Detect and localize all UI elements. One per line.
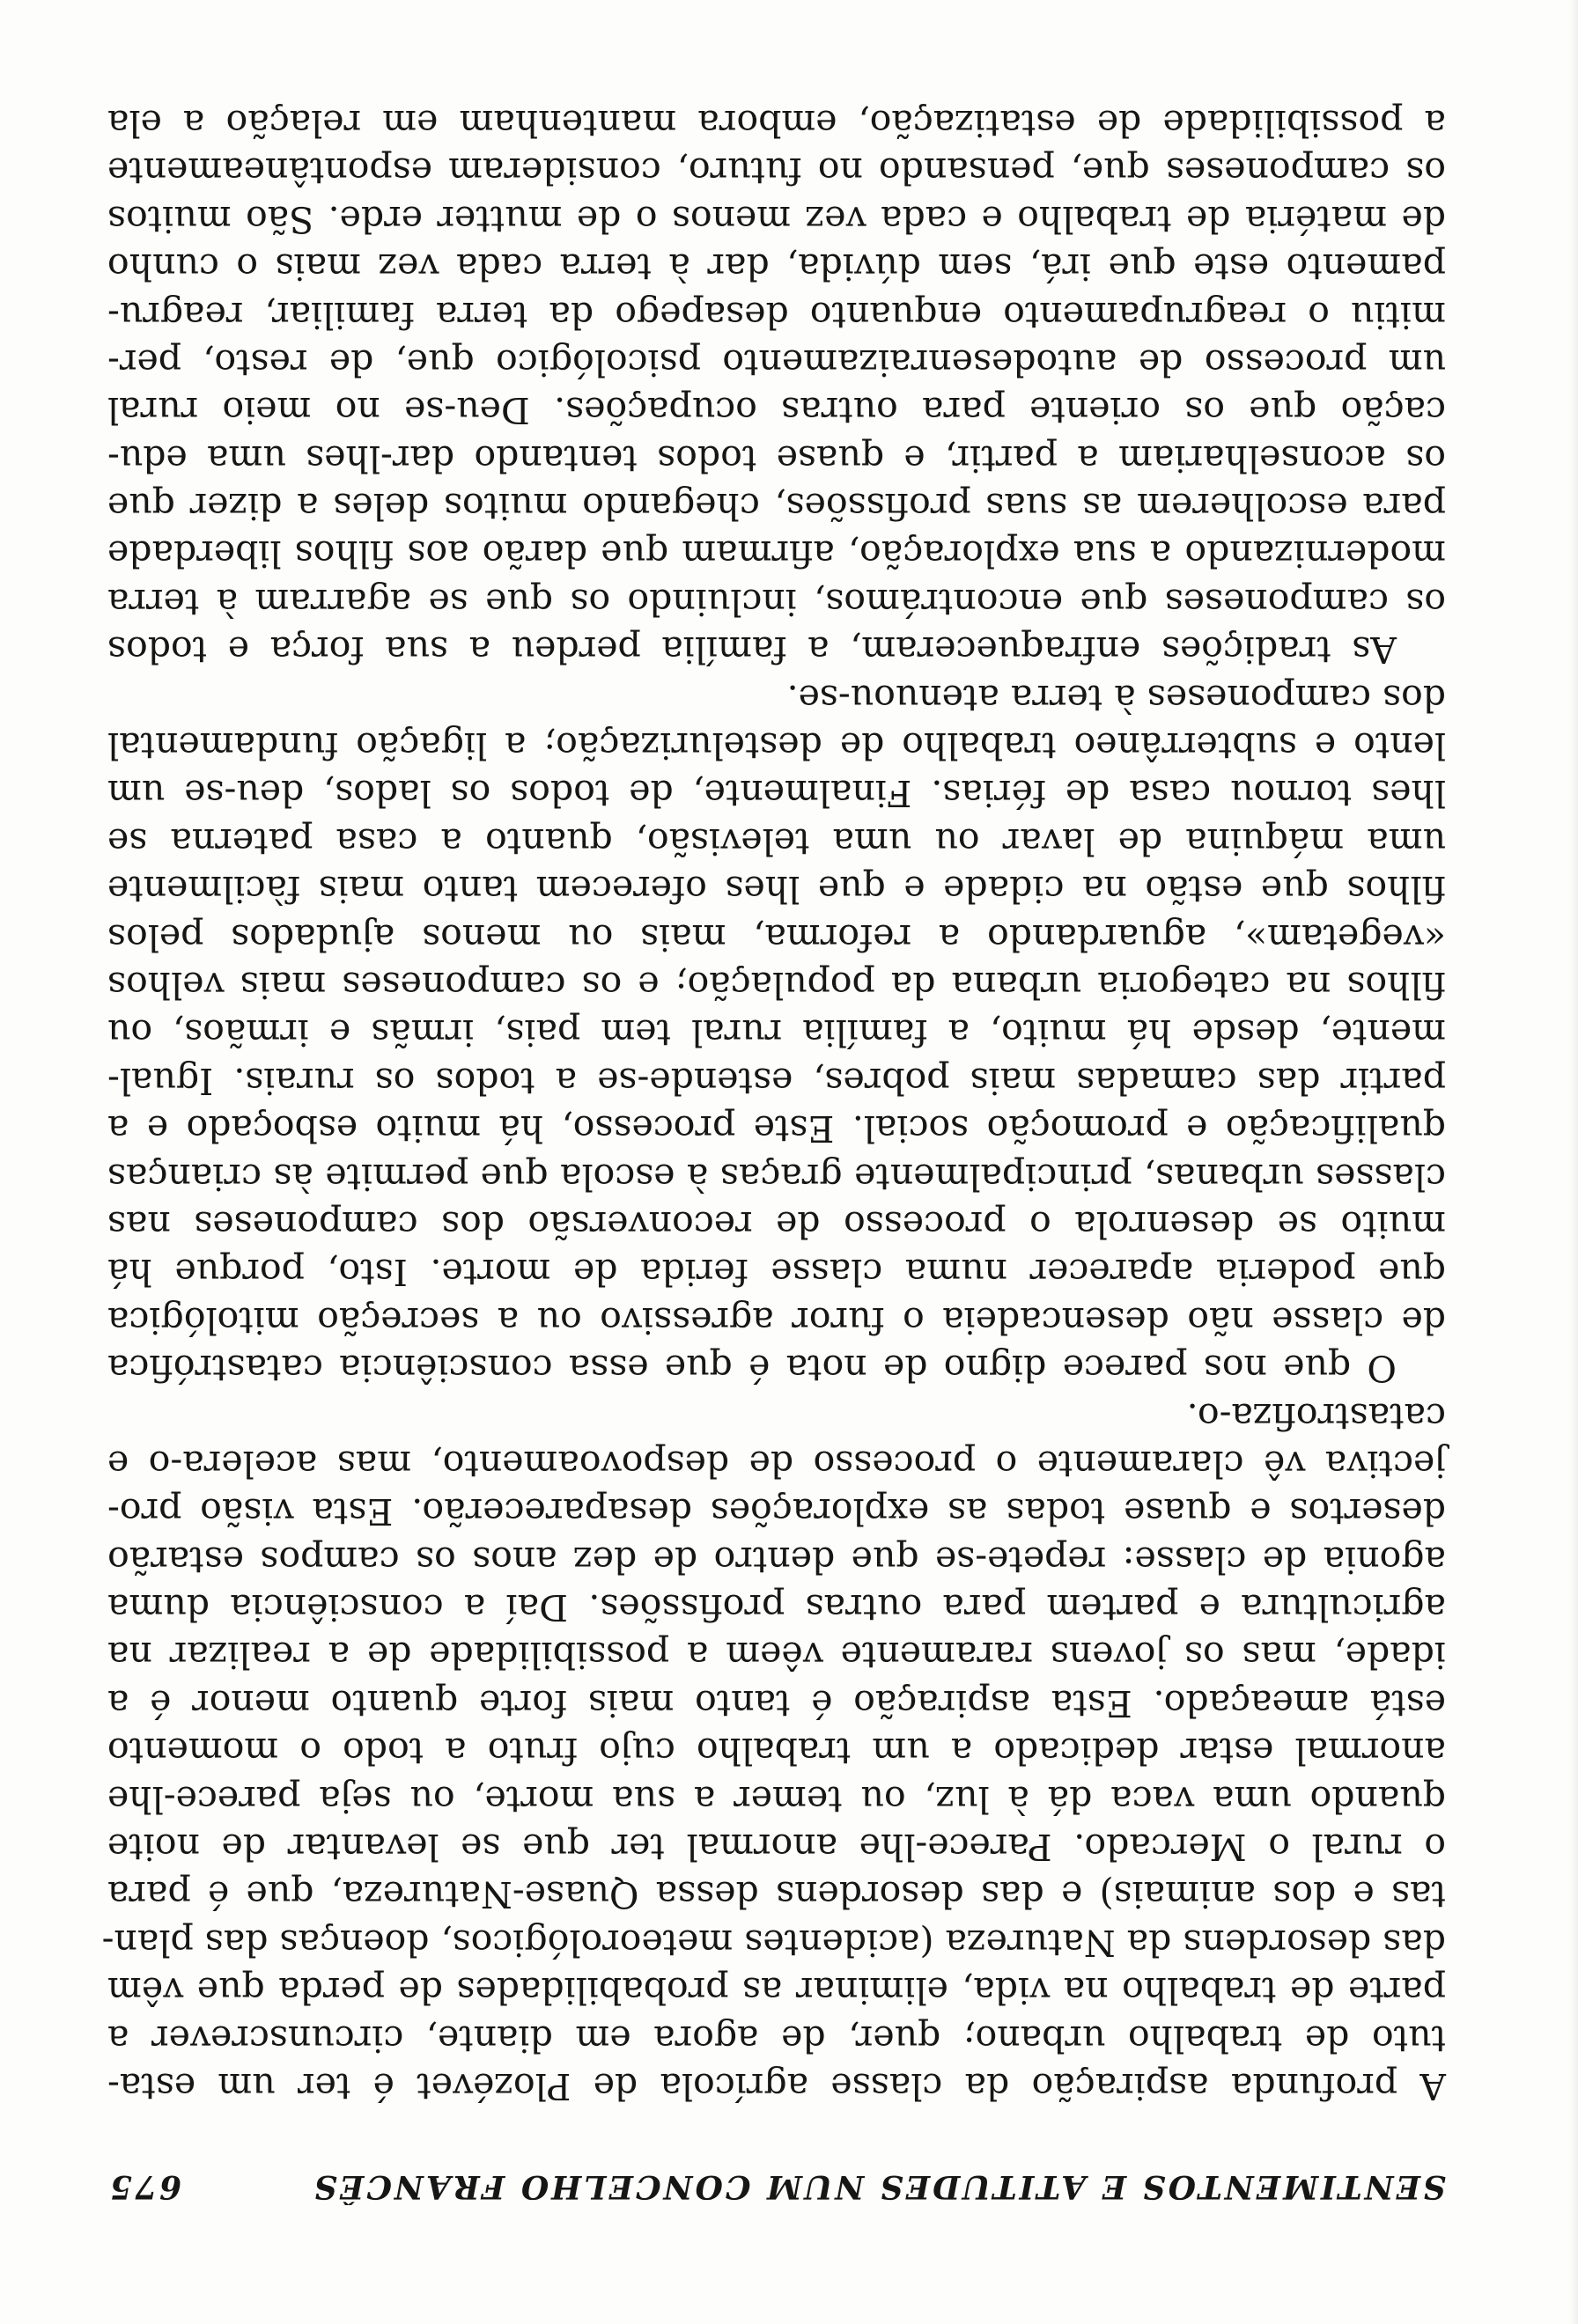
text-line: agricultura e partem para outras profissões. Daí a consciência duma <box>107 1586 1446 1629</box>
text-line: os camponeses que encontrámos, incluindo os que se agarram à terra <box>107 580 1446 623</box>
text-line: cação que os oriente para outras ocupações. Deu-se no meio rural <box>107 389 1446 432</box>
text-line: mente, desde há muito, a família rural tem pais, irmãs e irmãos, ou <box>107 1011 1446 1055</box>
paragraph-1 <box>101 1392 1446 2110</box>
text-line: os camponeses que, pensando no futuro, consideram espontâneamente <box>107 150 1446 193</box>
text-line: classes urbanas, principalmente graças à escola que permite às crianças <box>107 1155 1446 1198</box>
text-line: para escolherem as suas profissões, chegando muitos deles a dizer que <box>107 485 1446 528</box>
text-line: parte de trabalho na vida, eliminar as probabilidades de perda que vêm <box>107 1969 1446 2012</box>
text-line: está ameaçado. Esta aspiração é tanto mais forte quanto menor é a <box>107 1681 1446 1725</box>
text-line: agonia de classe: repete-se que dentro de dez anos os campos estarão <box>107 1538 1446 1581</box>
text-line: O que nos parece digno de nota é que essa consciência catastrófica <box>107 1347 1397 1390</box>
text-line: partir das camadas mais pobres, estende-se a todos os rurais. Igual- <box>107 1059 1446 1102</box>
text-line: quando uma vaca dá à luz, ou temer a sua morte, ou seja parece-lhe <box>107 1777 1446 1820</box>
text-line: «vegetam», aguardando a reforma, mais ou menos ajudados pelos <box>107 916 1446 959</box>
binding-edge-shadow <box>1569 0 1578 2324</box>
page-content <box>101 99 1446 2205</box>
text-line: tas e dos animais) e das desordens dessa Quase-Natureza, que é para <box>107 1873 1446 1916</box>
text-line: um processo de autodesenraizamento psicológico que, de resto, per- <box>107 341 1446 384</box>
text-line: mitiu o reagrupamento enquanto desapego da terra familiar, reagru- <box>107 293 1446 336</box>
text-line: os aconselhariam a partir, e quase todos tentando dar-lhes uma edu- <box>107 437 1446 480</box>
text-line: pamento este que irá, sem dúvida, dar à terra cada vez mais o cunho <box>107 246 1446 289</box>
text-line: o rural o Mercado. Parece-lhe anormal ter que se levantar de noite <box>107 1826 1446 1869</box>
paragraph-3 <box>107 99 1446 674</box>
running-head <box>107 2144 1446 2205</box>
text-line: uma máquina de lavar ou uma televisão, quanto a casa paterna se <box>107 820 1446 863</box>
text-line: idade, mas os jovens raramente vêem a possibilidade de a realizar na <box>107 1634 1446 1677</box>
text-line: tuto de trabalho urbano; quer, de agora em diante, circunscrever a <box>107 2017 1446 2060</box>
page-number: 675 <box>107 2168 182 2205</box>
text-line: As tradições enfraqueceram, a família perdeu a sua força e todos <box>107 629 1397 672</box>
text-line: de classe não desencadeia o furor agressivo ou a secreção mitológica <box>107 1298 1446 1342</box>
text-line: dos camponeses à terra atenuou-se. <box>786 676 1446 719</box>
text-line: desertos e quase todas as explorações desaparecerão. Esta visão pro- <box>107 1490 1446 1533</box>
text-line: lhes tornou casa de férias. Finalmente, de todos os lados, deu-se um <box>107 772 1446 815</box>
text-line: filhos na categoria urbana da população; e os camponeses mais velhos <box>107 964 1446 1007</box>
text-line: filhos que estão na cidade e que lhes oferecem tanto mais fàcilmente <box>107 868 1446 911</box>
text-line: lento e subterrâneo trabalho de destelurização; a ligação fundamental <box>107 724 1446 768</box>
text-line: de matéria de trabalho e cada vez menos o de mutter erde. São muitos <box>107 197 1446 240</box>
text-line: muito se desenrola o processo de reconversão dos camponeses nas <box>107 1202 1446 1246</box>
text-line: anormal estar dedicado a um trabalho cujo fruto a todo o momento <box>107 1730 1446 1773</box>
text-line: jectiva vê claramente o processo de despovoamento, mas acelera-o e <box>107 1442 1446 1485</box>
paragraph-2 <box>107 673 1446 1392</box>
text-line: a possibilidade de estatização, embora mantenham em relação a ela <box>107 101 1446 144</box>
text-line: que poderia aparecer numa classe ferida de morte. Isto, porque há <box>107 1251 1446 1294</box>
text-line: das desordens da Natureza (acidentes meteorológicos, doenças das plan- <box>101 1921 1446 1964</box>
text-line: catastrofiza-o. <box>1186 1394 1446 1438</box>
text-line: A profunda aspiração da classe agrícola de Plozévet é ter um esta- <box>107 2065 1446 2107</box>
running-head-title: SENTIMENTOS E ATITUDES NUM CONCELHO FRANCÊS <box>311 2168 1446 2205</box>
text-line: qualificação e promoção social. Este processo, há muito esboçado e a <box>107 1107 1446 1151</box>
text-line: modernizando a sua exploração, afirmam que darão aos filhos liberdade <box>107 533 1446 576</box>
